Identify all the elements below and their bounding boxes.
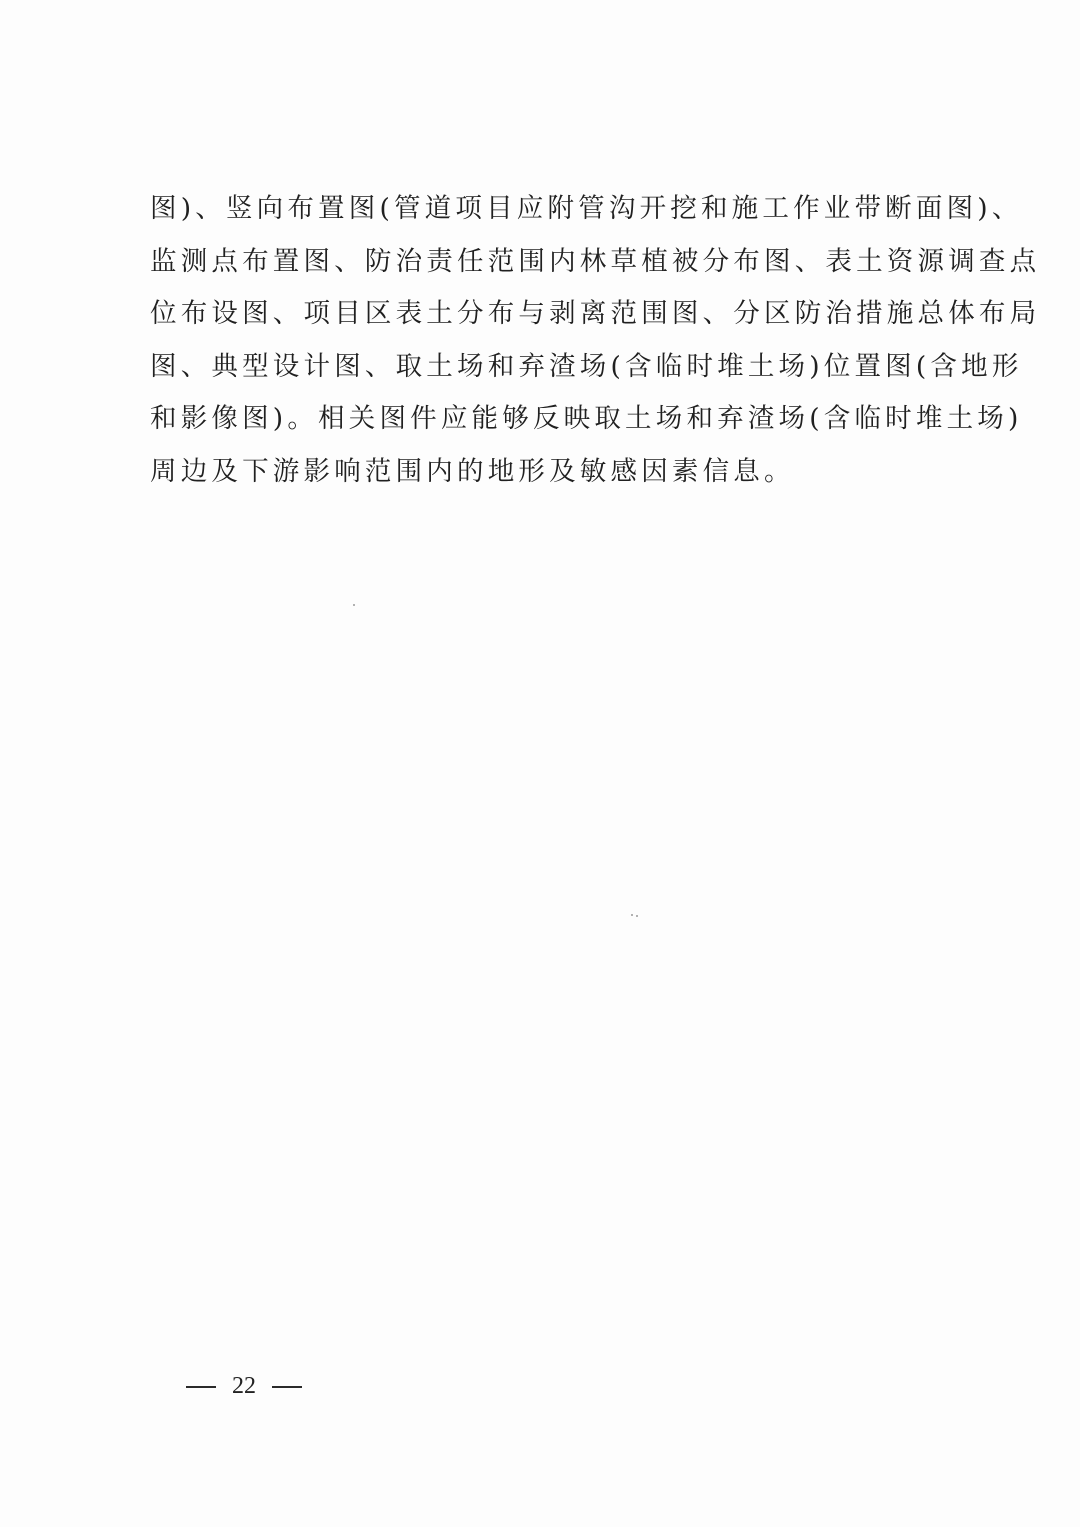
scan-speck (353, 604, 355, 606)
text-line-5: 和影像图)。相关图件应能够反映取土场和弃渣场(含临时堆土场) (150, 403, 1023, 434)
right-dash (272, 1386, 302, 1388)
scan-speck (636, 915, 638, 917)
text-line-2: 监测点布置图、防治责任范围内林草植被分布图、表土资源调查点 (150, 245, 1041, 277)
text-line-1: 图)、竖向布置图(管道项目应附管沟开挖和施工作业带断面图)、 (150, 193, 1023, 224)
page-number: 22 (232, 1373, 256, 1399)
scan-speck (631, 914, 633, 916)
text-line-6: 周边及下游影响范围内的地形及敏感因素信息。 (150, 455, 795, 487)
left-dash (186, 1386, 216, 1388)
page-footer (186, 1373, 302, 1400)
text-line-4: 图、典型设计图、取土场和弃渣场(含临时堆土场)位置图(含地形 (150, 350, 1023, 382)
body-paragraph (150, 183, 1041, 498)
text-line-3: 位布设图、项目区表土分布与剥离范围图、分区防治措施总体布局 (150, 298, 1041, 329)
